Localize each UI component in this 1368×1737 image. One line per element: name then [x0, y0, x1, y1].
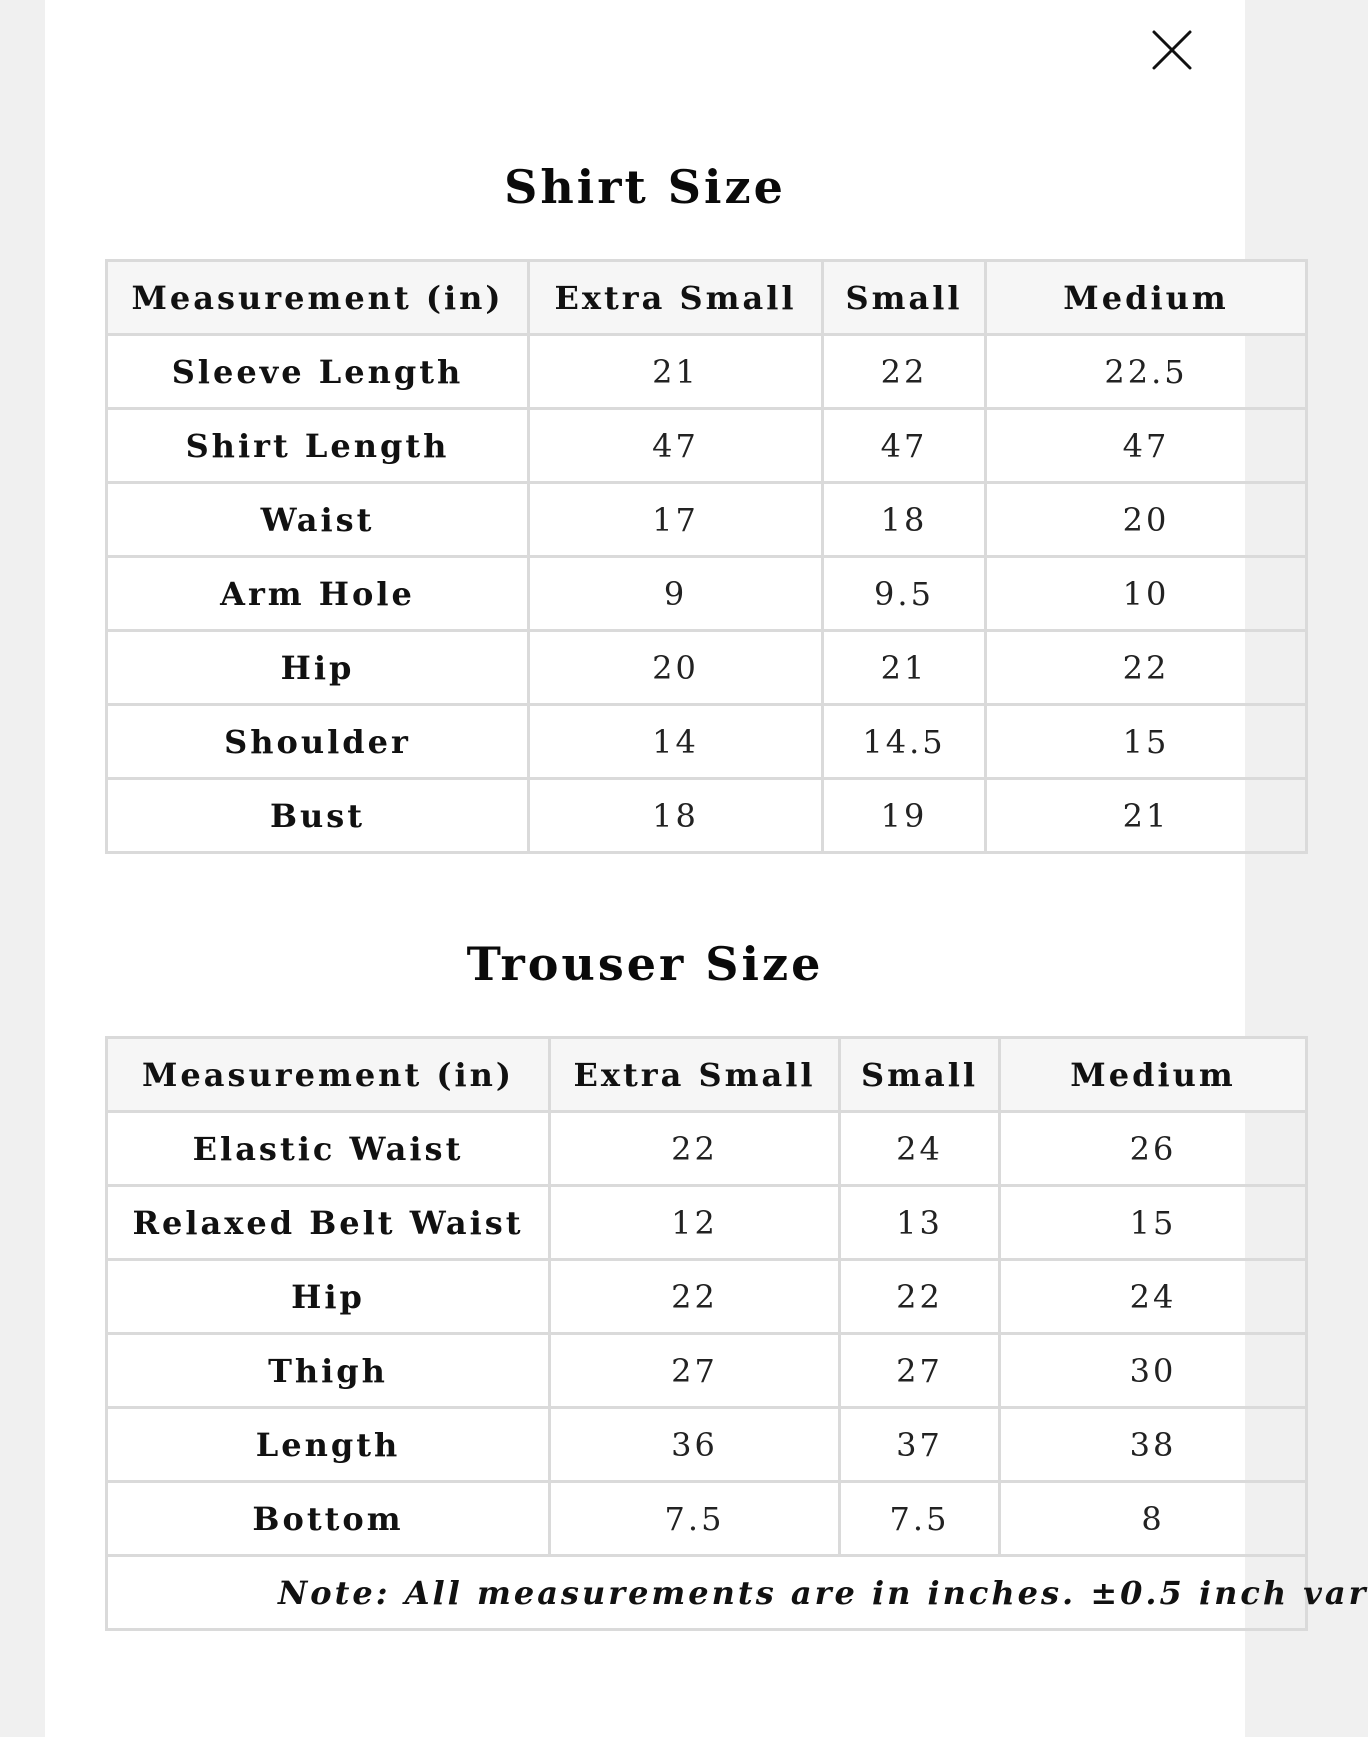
table-cell: 38 — [1000, 1408, 1307, 1482]
table-cell: 15 — [986, 705, 1307, 779]
table-cell: 13 — [840, 1186, 1000, 1260]
table-cell: 15 — [1000, 1186, 1307, 1260]
table-cell: 37 — [840, 1408, 1000, 1482]
row-label: Length — [107, 1408, 550, 1482]
table-cell: 27 — [840, 1334, 1000, 1408]
table-cell: 22 — [550, 1112, 840, 1186]
row-label: Shoulder — [107, 705, 529, 779]
note-row — [107, 1556, 1307, 1630]
table-cell: 8 — [1000, 1482, 1307, 1556]
shirt-size-title: Shirt Size — [504, 160, 786, 214]
shirt-size-table-container — [105, 259, 1229, 879]
column-header: Small — [823, 261, 986, 335]
table-cell: 30 — [1000, 1334, 1307, 1408]
row-label: Bottom — [107, 1482, 550, 1556]
note-label: Note — [278, 1573, 376, 1612]
row-label: Hip — [107, 631, 529, 705]
row-label: Relaxed Belt Waist — [107, 1186, 550, 1260]
table-row — [107, 1112, 1307, 1186]
table-row — [107, 335, 1307, 409]
trouser-size-table — [105, 1036, 1368, 1631]
table-cell: 47 — [986, 409, 1307, 483]
table-cell: 36 — [550, 1408, 840, 1482]
table-cell: 7.5 — [550, 1482, 840, 1556]
table-header-row — [107, 1038, 1307, 1112]
table-cell: 22 — [823, 335, 986, 409]
table-row — [107, 1334, 1307, 1408]
row-label: Shirt Length — [107, 409, 529, 483]
table-cell: 22.5 — [986, 335, 1307, 409]
table-row — [107, 779, 1307, 853]
row-label: Hip — [107, 1260, 550, 1334]
table-cell: 26 — [1000, 1112, 1307, 1186]
table-header-row — [107, 261, 1307, 335]
table-row — [107, 557, 1307, 631]
table-cell: 20 — [986, 483, 1307, 557]
column-header: Medium — [986, 261, 1307, 335]
trouser-size-table-container — [105, 1036, 1368, 1656]
table-cell: 18 — [529, 779, 823, 853]
table-cell: 18 — [823, 483, 986, 557]
table-cell: 9 — [529, 557, 823, 631]
note-cell — [107, 1556, 1368, 1630]
trouser-size-title: Trouser Size — [466, 937, 824, 991]
row-label: Arm Hole — [107, 557, 529, 631]
table-cell: 21 — [823, 631, 986, 705]
note-text: : All measurements are in inches. ±0.5 inch var — [375, 1573, 1368, 1612]
column-header: Extra Small — [550, 1038, 840, 1112]
table-cell: 47 — [823, 409, 986, 483]
table-cell: 12 — [550, 1186, 840, 1260]
table-cell: 14.5 — [823, 705, 986, 779]
table-cell: 19 — [823, 779, 986, 853]
table-row — [107, 1260, 1307, 1334]
table-cell: 47 — [529, 409, 823, 483]
table-cell: 22 — [840, 1260, 1000, 1334]
row-label: Sleeve Length — [107, 335, 529, 409]
table-row — [107, 1482, 1307, 1556]
table-cell: 21 — [529, 335, 823, 409]
table-cell: 27 — [550, 1334, 840, 1408]
close-icon — [1150, 28, 1194, 72]
row-label: Bust — [107, 779, 529, 853]
table-row — [107, 1408, 1307, 1482]
column-header: Extra Small — [529, 261, 823, 335]
close-button[interactable] — [1150, 28, 1194, 72]
table-cell: 14 — [529, 705, 823, 779]
row-label: Waist — [107, 483, 529, 557]
column-header: Measurement (in) — [107, 261, 529, 335]
table-cell: 7.5 — [840, 1482, 1000, 1556]
table-cell: 22 — [986, 631, 1307, 705]
table-cell: 17 — [529, 483, 823, 557]
table-row — [107, 1186, 1307, 1260]
table-cell: 24 — [840, 1112, 1000, 1186]
table-row — [107, 631, 1307, 705]
column-header: Measurement (in) — [107, 1038, 550, 1112]
table-cell: 24 — [1000, 1260, 1307, 1334]
table-cell: 20 — [529, 631, 823, 705]
table-row — [107, 483, 1307, 557]
row-label: Thigh — [107, 1334, 550, 1408]
table-cell: 10 — [986, 557, 1307, 631]
row-label: Elastic Waist — [107, 1112, 550, 1186]
column-header: Small — [840, 1038, 1000, 1112]
table-cell: 21 — [986, 779, 1307, 853]
column-header: Medium — [1000, 1038, 1307, 1112]
shirt-size-table — [105, 259, 1308, 854]
table-row — [107, 409, 1307, 483]
table-row — [107, 705, 1307, 779]
table-cell: 22 — [550, 1260, 840, 1334]
table-cell: 9.5 — [823, 557, 986, 631]
